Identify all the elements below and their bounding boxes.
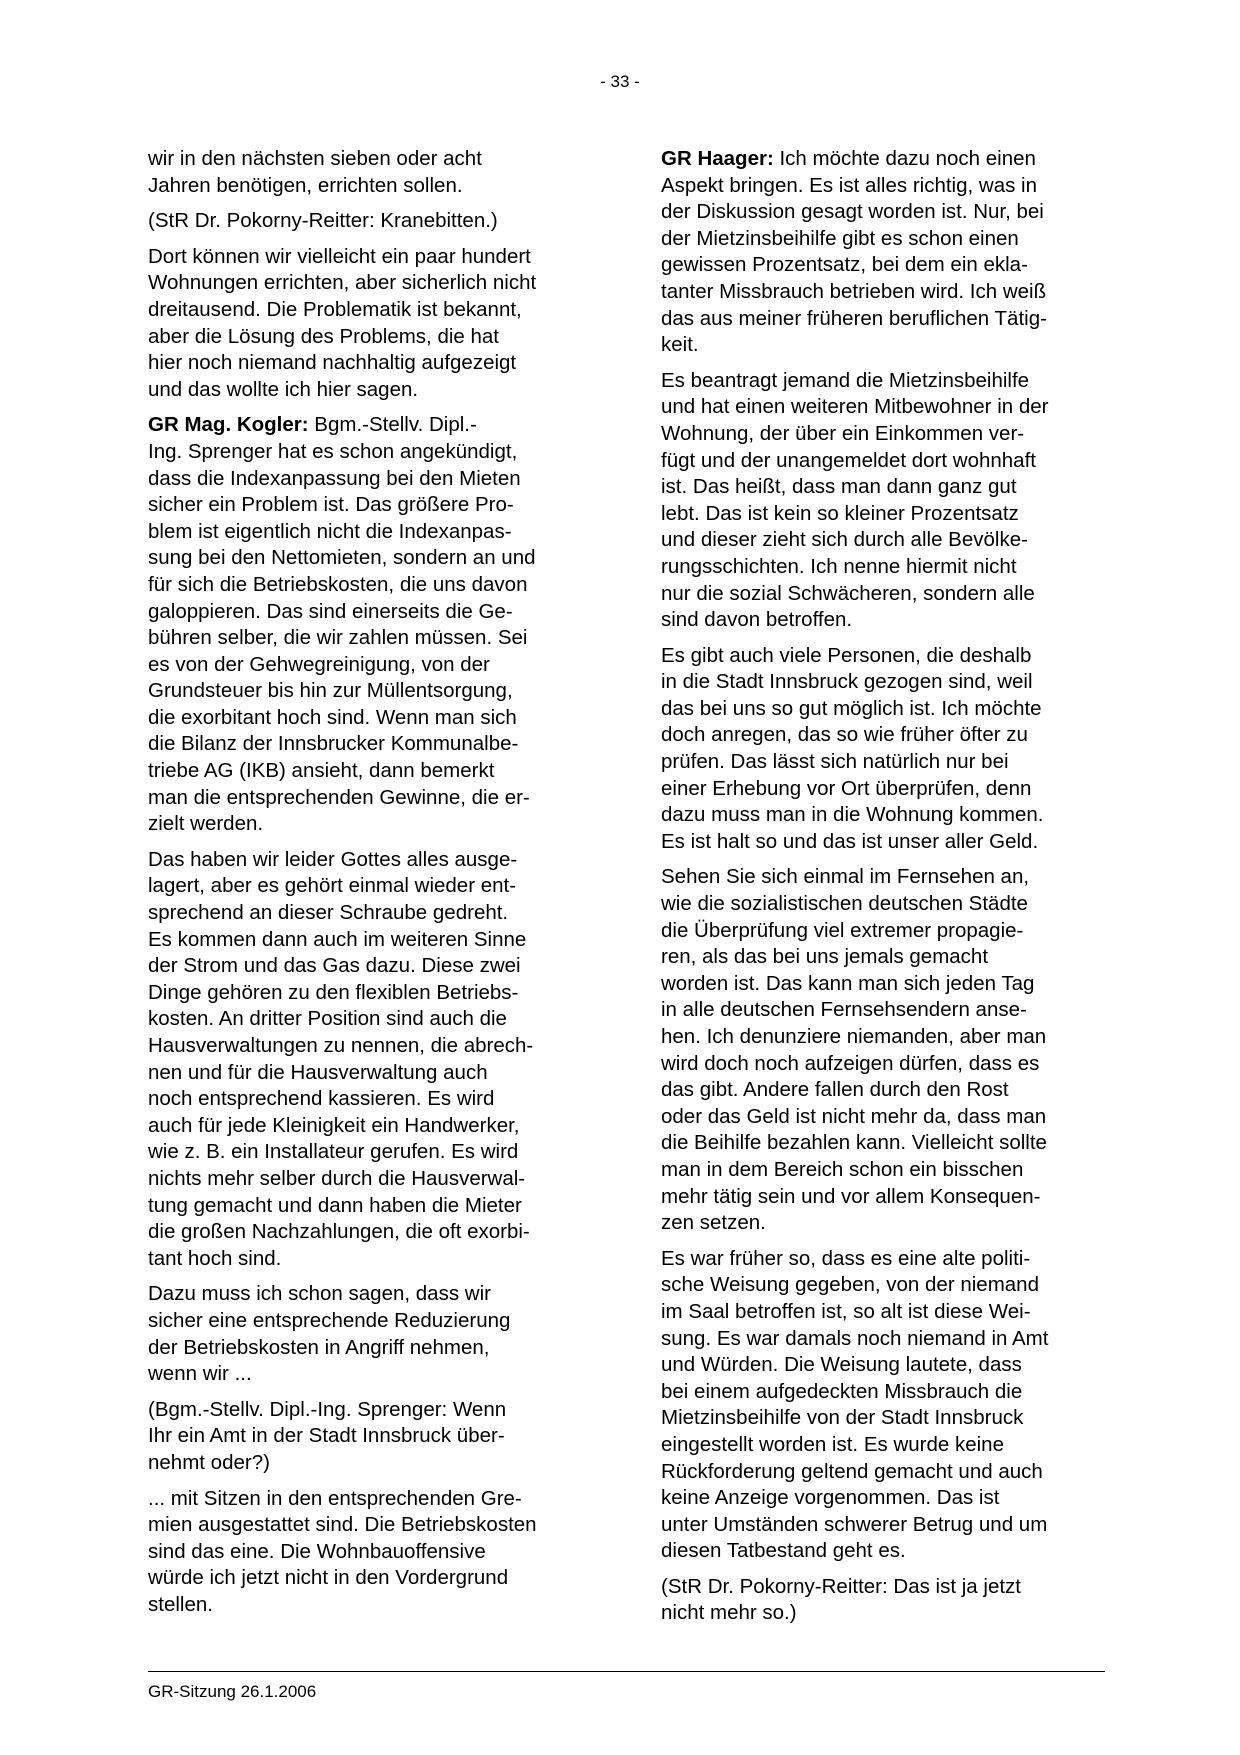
text-line: sprechend an dieser Schraube gedreht. xyxy=(148,901,509,925)
text-line: mien ausgestattet sind. Die Betriebskosten xyxy=(148,1513,537,1537)
text-line: sicher ein Problem ist. Das größere Pro- xyxy=(148,493,514,517)
paragraph xyxy=(148,1397,588,1477)
text-line: gewissen Prozentsatz, bei dem ein ekla- xyxy=(661,253,1028,277)
text-line: tant hoch sind. xyxy=(148,1246,282,1270)
text-line: Mietzinsbeihilfe von der Stadt Innsbruck xyxy=(661,1406,1024,1430)
right-text-column xyxy=(661,146,1101,1636)
text-line: keine Anzeige vorgenommen. Das ist xyxy=(661,1486,1000,1510)
text-line: dazu muss man in die Wohnung kommen. xyxy=(661,803,1044,827)
text-line: bühren selber, die wir zahlen müssen. Sei xyxy=(148,626,528,650)
text-line: sung. Es war damals noch niemand in Amt xyxy=(661,1326,1049,1350)
text-line: Das haben wir leider Gottes alles ausge- xyxy=(148,847,518,871)
paragraph xyxy=(148,412,588,838)
text-line: lebt. Das ist kein so kleiner Prozentsatz xyxy=(661,501,1019,525)
text-line: Es war früher so, dass es eine alte politi- xyxy=(661,1246,1031,1270)
text-line: im Saal betroffen ist, so alt ist diese Wei- xyxy=(661,1299,1031,1323)
text-line: und das wollte ich hier sagen. xyxy=(148,377,419,401)
paragraph xyxy=(661,864,1101,1236)
text-line: es von der Gehwegreinigung, von der xyxy=(148,652,490,676)
text-line: die Bilanz der Innsbrucker Kommunalbe- xyxy=(148,732,519,756)
text-line: rungsschichten. Ich nenne hiermit nicht xyxy=(661,554,1017,578)
text-line: Jahren benötigen, errichten sollen. xyxy=(148,173,463,197)
text-line: der Strom und das Gas dazu. Diese zwei xyxy=(148,954,521,978)
paragraph xyxy=(148,847,588,1273)
text-line: Rückforderung geltend gemacht und auch xyxy=(661,1459,1043,1483)
text-line: ren, als das bei uns jemals gemacht xyxy=(661,945,989,969)
text-line: nehmt oder?) xyxy=(148,1450,270,1474)
text-line: Es beantragt jemand die Mietzinsbeihilfe xyxy=(661,368,1030,392)
text-line: Grundsteuer bis hin zur Müllentsorgung, xyxy=(148,679,513,703)
text-line: unter Umständen schwerer Betrug und um xyxy=(661,1512,1048,1536)
text-line: man in dem Bereich schon ein bisschen xyxy=(661,1157,1024,1181)
text-line: auch für jede Kleinigkeit ein Handwerker, xyxy=(148,1113,520,1137)
text-line: oder das Geld ist nicht mehr da, dass man xyxy=(661,1104,1047,1128)
text-line: prüfen. Das lässt sich natürlich nur bei xyxy=(661,750,1009,774)
text-line: nen und für die Hausverwaltung auch xyxy=(148,1060,488,1084)
paragraph xyxy=(661,643,1101,856)
text-line: der Diskussion gesagt worden ist. Nur, bei xyxy=(661,200,1044,224)
text-line: Aspekt bringen. Es ist alles richtig, was in xyxy=(661,173,1037,197)
text-line: eingestellt worden ist. Es wurde keine xyxy=(661,1432,1004,1456)
text-line: triebe AG (IKB) ansieht, dann bemerkt xyxy=(148,759,495,783)
text-line: Wohnung, der über ein Einkommen ver- xyxy=(661,421,1025,445)
text-line: ... mit Sitzen in den entsprechenden Gre- xyxy=(148,1486,522,1510)
text-line: wenn wir ... xyxy=(148,1362,252,1386)
text-line: (Bgm.-Stellv. Dipl.-Ing. Sprenger: Wenn xyxy=(148,1397,507,1421)
text-line: nicht mehr so.) xyxy=(661,1601,797,1625)
text-line: Ihr ein Amt in der Stadt Innsbruck über- xyxy=(148,1424,505,1448)
paragraph xyxy=(661,146,1101,359)
paragraph xyxy=(148,208,588,235)
paragraph xyxy=(661,368,1101,634)
speaker-name: GR Mag. Kogler: xyxy=(148,413,309,437)
speaker-name: GR Haager: xyxy=(661,147,774,170)
text-line: die großen Nachzahlungen, die oft exorbi- xyxy=(148,1220,530,1244)
text-line: doch anregen, das so wie früher öfter zu xyxy=(661,723,1028,747)
text-line: der Mietzinsbeihilfe gibt es schon einen xyxy=(661,226,1019,250)
text-line: in alle deutschen Fernsehsendern anse- xyxy=(661,998,1027,1022)
text-line: Bgm.-Stellv. Dipl.- xyxy=(308,413,477,437)
text-line: das gibt. Andere fallen durch den Rost xyxy=(661,1078,1009,1102)
text-line: tanter Missbrauch betrieben wird. Ich weiß xyxy=(661,279,1047,303)
text-line: dass die Indexanpassung bei den Mieten xyxy=(148,466,521,490)
text-line: keit. xyxy=(661,333,699,357)
text-line: Dazu muss ich schon sagen, dass wir xyxy=(148,1282,491,1306)
text-line: zen setzen. xyxy=(661,1211,766,1235)
text-line: noch entsprechend kassieren. Es wird xyxy=(148,1087,495,1111)
text-line: zielt werden. xyxy=(148,812,264,836)
paragraph xyxy=(661,1246,1101,1565)
text-line: der Betriebskosten in Angriff nehmen, xyxy=(148,1335,490,1359)
text-line: wie die sozialistischen deutschen Städte xyxy=(661,892,1028,916)
text-line: Wohnungen errichten, aber sicherlich nicht xyxy=(148,271,537,295)
text-line: Dinge gehören zu den flexiblen Betriebs- xyxy=(148,980,519,1004)
text-line: wir in den nächsten sieben oder acht xyxy=(148,147,482,170)
text-line: das bei uns so gut möglich ist. Ich möchte xyxy=(661,696,1042,720)
paragraph xyxy=(148,244,588,404)
text-line: das aus meiner früheren beruflichen Tätig- xyxy=(661,306,1047,330)
text-line: man die entsprechenden Gewinne, die er- xyxy=(148,785,530,809)
text-line: nur die sozial Schwächeren, sondern alle xyxy=(661,581,1035,605)
text-line: galoppieren. Das sind einerseits die Ge- xyxy=(148,599,513,623)
text-line: in die Stadt Innsbruck gezogen sind, weil xyxy=(661,670,1033,694)
text-line: Sehen Sie sich einmal im Fernsehen an, xyxy=(661,865,1030,889)
text-line: die Beihilfe bezahlen kann. Vielleicht sollte xyxy=(661,1131,1047,1155)
text-line: Hausverwaltungen zu nennen, die abrech- xyxy=(148,1034,534,1057)
footer-session-date: GR-Sitzung 26.1.2006 xyxy=(148,1682,317,1701)
text-line: dreitausend. Die Problematik ist bekannt, xyxy=(148,297,522,321)
text-line: Ich möchte dazu noch einen xyxy=(773,147,1036,170)
text-line: sind davon betroffen. xyxy=(661,608,853,632)
paragraph xyxy=(148,1281,588,1387)
text-line: hier noch niemand nachhaltig aufgezeigt xyxy=(148,351,517,375)
text-line: Es kommen dann auch im weiteren Sinne xyxy=(148,927,527,951)
paragraph xyxy=(148,146,588,199)
text-line: aber die Lösung des Problems, die hat xyxy=(148,324,500,348)
text-line: worden ist. Das kann man sich jeden Tag xyxy=(661,971,1035,995)
text-line: diesen Tatbestand geht es. xyxy=(661,1539,906,1563)
text-line: die exorbitant hoch sind. Wenn man sich xyxy=(148,705,517,729)
paragraph xyxy=(661,1574,1101,1627)
left-text-column xyxy=(148,146,588,1627)
text-line: mehr tätig sein und vor allem Konsequen- xyxy=(661,1184,1041,1208)
text-line: (StR Dr. Pokorny-Reitter: Das ist ja jetzt xyxy=(661,1574,1021,1598)
text-line: Es gibt auch viele Personen, die deshalb xyxy=(661,643,1032,667)
text-line: (StR Dr. Pokorny-Reitter: Kranebitten.) xyxy=(148,209,498,233)
text-line: nichts mehr selber durch die Hausverwal- xyxy=(148,1166,526,1190)
text-line: würde ich jetzt nicht in den Vordergrund xyxy=(148,1566,509,1590)
text-line: für sich die Betriebskosten, die uns davon xyxy=(148,572,528,596)
text-line: einer Erhebung vor Ort überprüfen, denn xyxy=(661,776,1032,800)
text-line: Dort können wir vielleicht ein paar hundert xyxy=(148,244,531,268)
text-line: wie z. B. ein Installateur gerufen. Es wird xyxy=(148,1140,519,1164)
text-line: blem ist eigentlich nicht die Indexanpas- xyxy=(148,519,512,543)
text-line: tung gemacht und dann haben die Mieter xyxy=(148,1193,522,1217)
text-line: und Würden. Die Weisung lautete, dass xyxy=(661,1353,1022,1377)
text-line: hen. Ich denunziere niemanden, aber man xyxy=(661,1025,1047,1048)
text-line: fügt und der unangemeldet dort wohnhaft xyxy=(661,448,1036,472)
text-line: die Überprüfung viel extremer propagie- xyxy=(661,918,1024,942)
text-line: kosten. An dritter Position sind auch die xyxy=(148,1007,507,1031)
text-line: Ing. Sprenger hat es schon angekündigt, xyxy=(148,439,518,463)
text-line: ist. Das heißt, dass man dann ganz gut xyxy=(661,475,1017,499)
text-line: sicher eine entsprechende Reduzierung xyxy=(148,1308,511,1332)
paragraph xyxy=(148,1486,588,1619)
text-line: bei einem aufgedeckten Missbrauch die xyxy=(661,1379,1023,1403)
text-line: sung bei den Nettomieten, sondern an und xyxy=(148,546,536,570)
footer-divider xyxy=(148,1671,1105,1672)
text-line: Es ist halt so und das ist unser aller Geld. xyxy=(661,829,1039,853)
text-line: sind das eine. Die Wohnbauoffensive xyxy=(148,1539,486,1563)
text-line: stellen. xyxy=(148,1592,213,1616)
text-line: und dieser zieht sich durch alle Bevölke- xyxy=(661,528,1028,552)
text-line: lagert, aber es gehört einmal wieder ent- xyxy=(148,874,517,898)
page-number: - 33 - xyxy=(600,72,640,91)
text-line: und hat einen weiteren Mitbewohner in der xyxy=(661,395,1049,419)
text-line: sche Weisung gegeben, von der niemand xyxy=(661,1273,1039,1297)
text-line: wird doch noch aufzeigen dürfen, dass es xyxy=(661,1051,1040,1075)
